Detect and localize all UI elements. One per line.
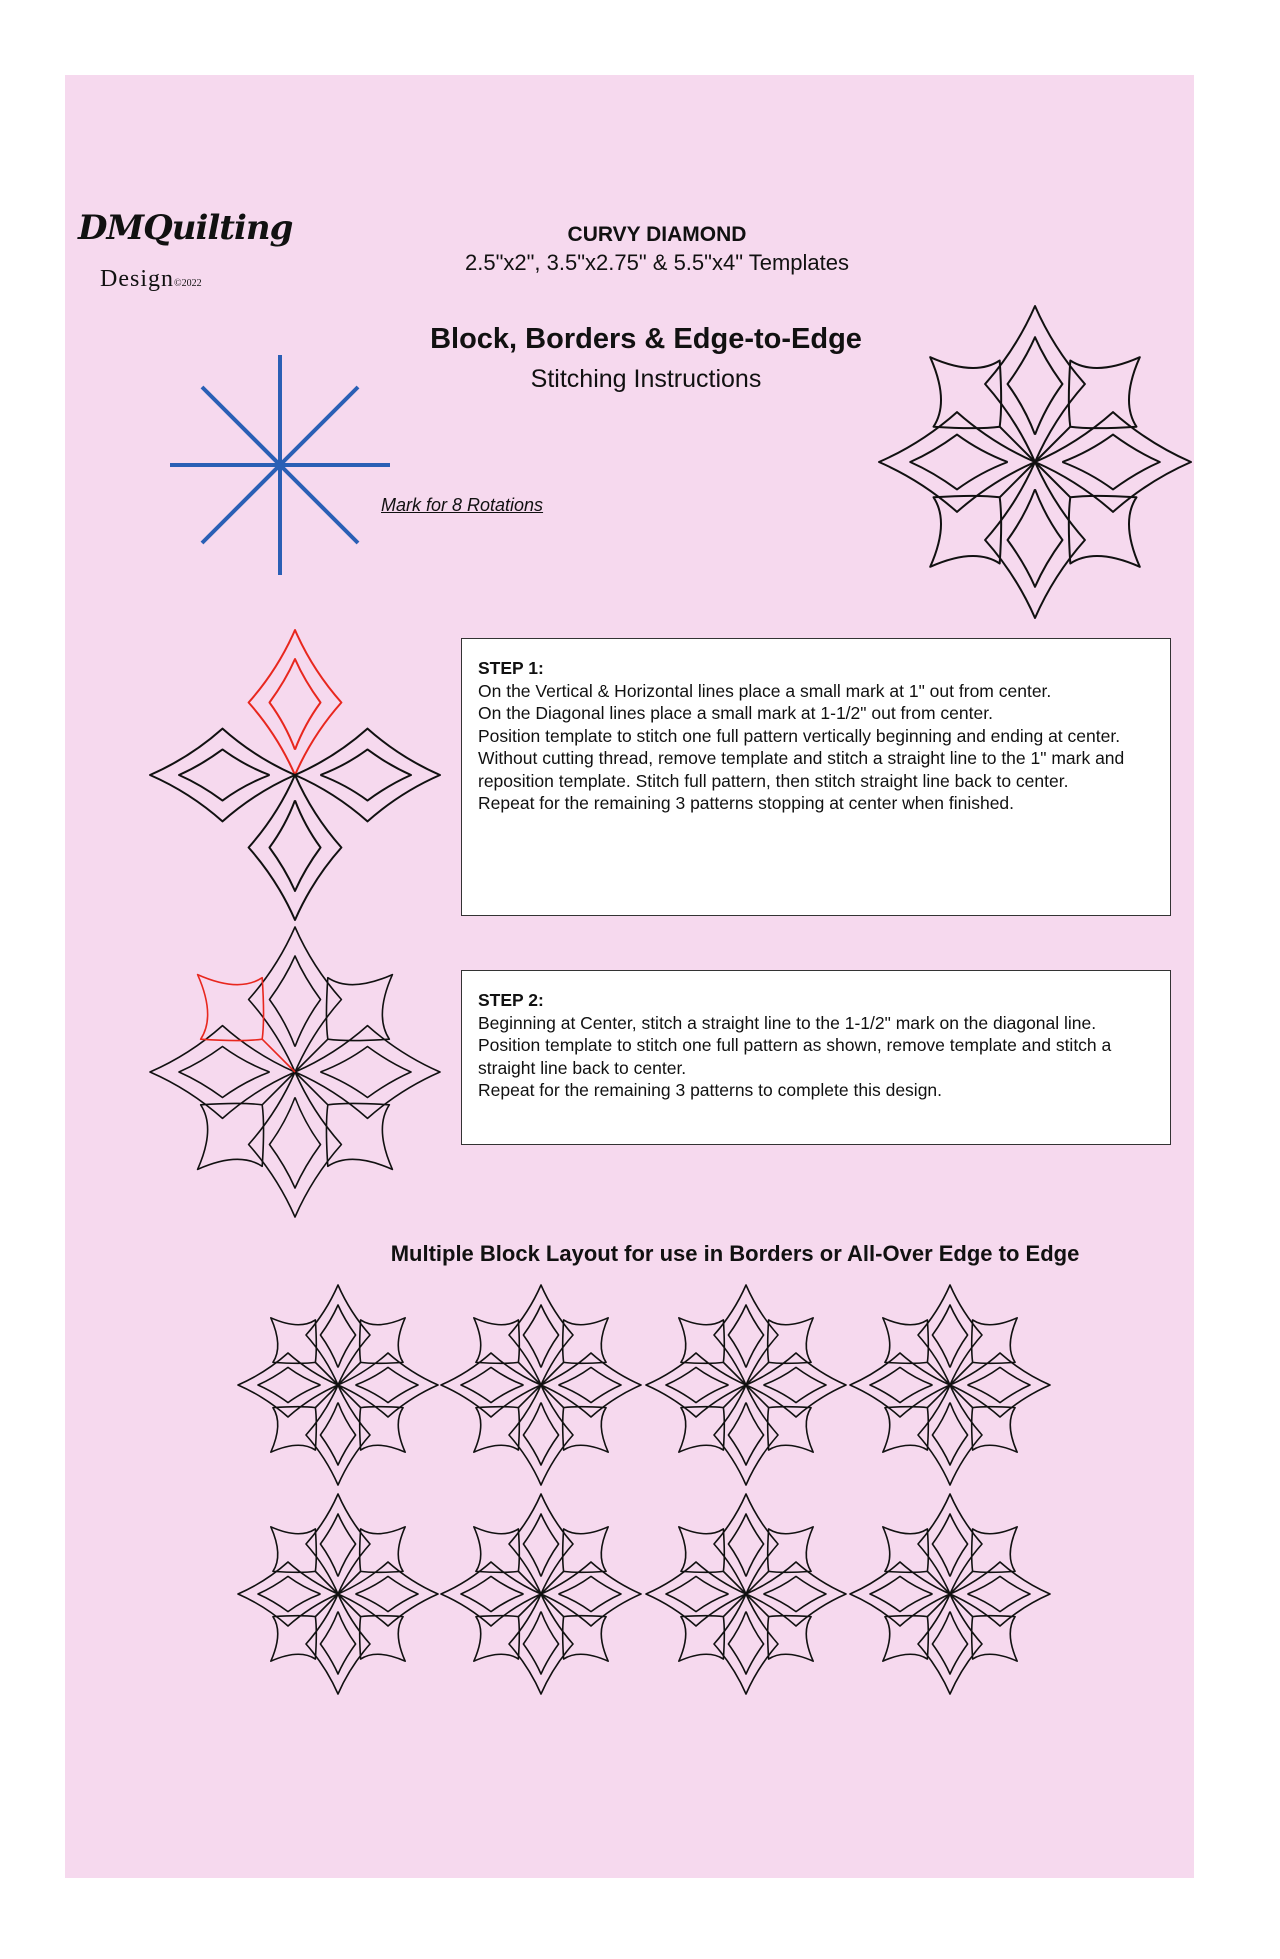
square-stroke — [315, 1594, 338, 1617]
layout-block — [441, 1494, 641, 1694]
square-stroke — [723, 1385, 746, 1408]
square-stroke — [723, 1362, 746, 1385]
petal-stroke — [150, 729, 295, 822]
petal-stroke — [461, 1367, 524, 1402]
square-stroke — [518, 1362, 541, 1385]
square-stroke — [541, 1362, 564, 1385]
square-stroke — [927, 1594, 950, 1617]
layout-title: Multiple Block Layout for use in Borders or All-Over Edge to Edge — [390, 1241, 1080, 1266]
petal-stroke — [932, 1305, 967, 1368]
square-stroke — [746, 1571, 769, 1594]
petal-stroke — [968, 1367, 1031, 1402]
petal-stroke — [870, 1576, 933, 1611]
layout-block — [238, 1285, 438, 1485]
petal-stroke — [932, 1612, 967, 1675]
petal-stroke — [320, 1305, 355, 1368]
square-stroke — [338, 1385, 361, 1408]
petal-stroke — [523, 1305, 558, 1368]
petal-stroke — [1008, 337, 1063, 435]
petal-stroke — [968, 1576, 1031, 1611]
petal-stroke — [249, 775, 342, 920]
square-stroke — [518, 1594, 541, 1617]
square-stroke — [315, 1571, 338, 1594]
petal-stroke — [559, 1367, 622, 1402]
step1-line: Repeat for the remaining 3 patterns stopping at center when finished. — [478, 793, 1015, 813]
petal-stroke — [320, 749, 411, 800]
petal-stroke — [320, 1612, 355, 1675]
square-stroke — [1035, 427, 1070, 462]
square-stroke — [1000, 427, 1035, 462]
petal-stroke — [910, 435, 1008, 490]
petal-stroke — [764, 1367, 827, 1402]
square-stroke — [723, 1594, 746, 1617]
square-stroke — [518, 1385, 541, 1408]
logo-copyright: ©2022 — [174, 278, 202, 289]
square-stroke — [338, 1571, 361, 1594]
petal-stroke — [295, 729, 440, 822]
petal-stroke — [1008, 489, 1063, 587]
square-stroke — [927, 1571, 950, 1594]
square-stroke — [315, 1362, 338, 1385]
petal-stroke — [179, 1046, 270, 1097]
design-preview — [879, 306, 1191, 618]
square-stroke — [950, 1571, 973, 1594]
petal-stroke — [666, 1576, 729, 1611]
mark-label: Mark for 8 Rotations — [381, 495, 544, 515]
square-stroke — [262, 1039, 295, 1072]
square-stroke — [295, 1039, 328, 1072]
logo-text: DMQuilting — [78, 208, 293, 248]
square-stroke — [541, 1571, 564, 1594]
square-stroke — [746, 1594, 769, 1617]
step2-line: Position template to stitch one full pattern as shown, remove template and stitch a straight line back to center. — [478, 1035, 1112, 1078]
rotation-marks-icon — [170, 355, 390, 575]
petal-stroke — [269, 659, 320, 750]
petal-stroke — [320, 1403, 355, 1466]
diamond-petal — [295, 729, 440, 822]
square-stroke — [262, 1072, 295, 1105]
petal-stroke — [932, 1403, 967, 1466]
petal-stroke — [320, 1046, 411, 1097]
square-stroke — [338, 1594, 361, 1617]
petal-stroke — [356, 1576, 419, 1611]
diamond-petal — [249, 630, 342, 775]
petal-stroke — [269, 956, 320, 1047]
square-stroke — [927, 1362, 950, 1385]
diamond-petal — [249, 775, 342, 920]
step2-line: Repeat for the remaining 3 patterns to complete this design. — [478, 1080, 943, 1100]
petal-stroke — [523, 1514, 558, 1577]
step1-line: On the Vertical & Horizontal lines place a small mark at 1" out from center. — [478, 680, 1052, 701]
square-stroke — [541, 1594, 564, 1617]
step2-line: Beginning at Center, stitch a straight line to the 1-1/2" mark on the diagonal line. — [478, 1012, 1097, 1033]
petal-stroke — [728, 1612, 763, 1675]
petal-stroke — [461, 1576, 524, 1611]
pattern-title: CURVY DIAMOND — [567, 223, 747, 246]
petal-stroke — [356, 1367, 419, 1402]
diamond-petal — [150, 729, 295, 822]
petal-stroke — [728, 1305, 763, 1368]
petal-stroke — [523, 1403, 558, 1466]
petal-stroke — [764, 1576, 827, 1611]
square-stroke — [1000, 462, 1035, 497]
layout-block — [850, 1494, 1050, 1694]
square-stroke — [950, 1385, 973, 1408]
square-stroke — [315, 1385, 338, 1408]
petal-stroke — [179, 749, 270, 800]
petal-stroke — [666, 1367, 729, 1402]
petal-stroke — [1062, 435, 1160, 490]
step2-diagram — [150, 927, 440, 1217]
page-heading: Block, Borders & Edge-to-Edge — [430, 323, 862, 355]
petal-stroke — [249, 630, 342, 775]
step1-title: STEP 1: — [478, 658, 544, 678]
step1-line: On the Diagonal lines place a small mark at 1-1/2" out from center. — [478, 703, 993, 723]
square-stroke — [950, 1594, 973, 1617]
logo-design: Design — [100, 266, 174, 292]
step2-title: STEP 2: — [478, 990, 544, 1010]
petal-stroke — [870, 1367, 933, 1402]
square-stroke — [950, 1362, 973, 1385]
petal-stroke — [523, 1612, 558, 1675]
petal-stroke — [320, 1514, 355, 1577]
page-subheading: Stitching Instructions — [530, 365, 762, 393]
petal-stroke — [269, 1097, 320, 1188]
square-stroke — [338, 1362, 361, 1385]
square-stroke — [927, 1385, 950, 1408]
layout-block — [646, 1285, 846, 1485]
petal-stroke — [932, 1514, 967, 1577]
square-stroke — [518, 1571, 541, 1594]
petal-stroke — [258, 1367, 321, 1402]
square-stroke — [746, 1385, 769, 1408]
layout-block — [646, 1494, 846, 1694]
square-stroke — [746, 1362, 769, 1385]
petal-stroke — [258, 1576, 321, 1611]
square-stroke — [541, 1385, 564, 1408]
step1-line: Position template to stitch one full pattern vertically beginning and ending at center. — [478, 725, 1121, 746]
layout-block — [238, 1494, 438, 1694]
step1-line: Without cutting thread, remove template and stitch a straight line to the 1" mark and reposition template. Stitch full pattern, then stitch straight line back to center. — [478, 748, 1125, 791]
square-stroke — [723, 1571, 746, 1594]
petal-stroke — [728, 1514, 763, 1577]
layout-block — [850, 1285, 1050, 1485]
step1-diagram — [150, 630, 440, 920]
template-sizes: 2.5"x2", 3.5"x2.75" & 5.5"x4" Templates — [464, 250, 850, 275]
square-stroke — [1035, 462, 1070, 497]
square-stroke — [295, 1072, 328, 1105]
petal-stroke — [728, 1403, 763, 1466]
petal-stroke — [269, 800, 320, 891]
layout-block — [441, 1285, 641, 1485]
petal-stroke — [559, 1576, 622, 1611]
